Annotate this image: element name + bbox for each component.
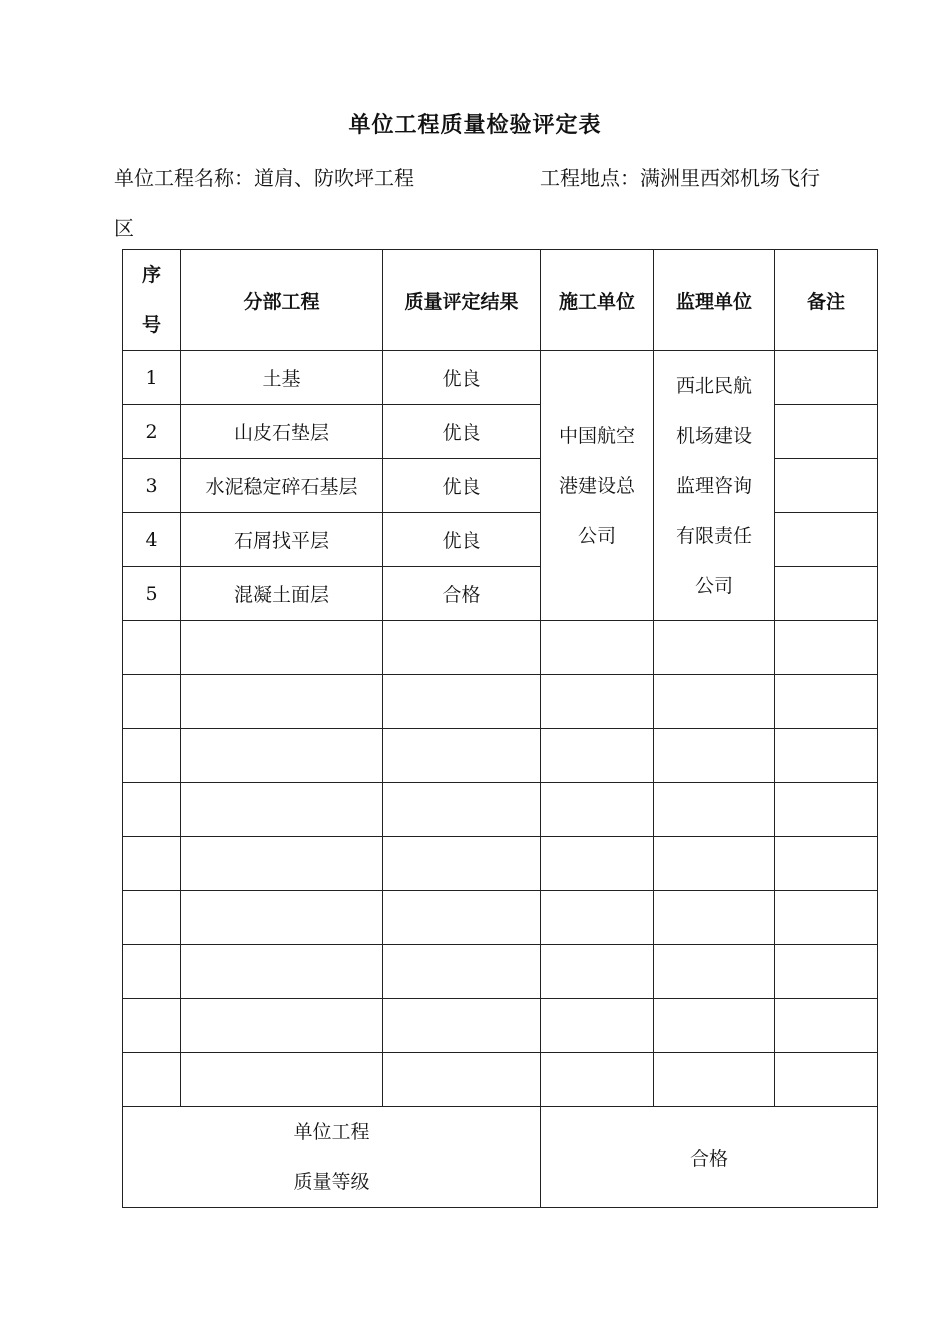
contractor-cell [541,351,654,621]
empty-cell [541,891,654,945]
empty-cell [181,621,383,675]
empty-cell [181,783,383,837]
empty-row [123,783,878,837]
empty-cell [181,837,383,891]
row-result: 优良 [383,405,541,459]
row-result: 优良 [383,459,541,513]
footer-label [123,1107,541,1208]
row-name: 土基 [181,351,383,405]
empty-cell [541,675,654,729]
supervisor-line: 有限责任 [675,524,752,547]
empty-cell [775,837,878,891]
empty-cell [123,999,181,1053]
empty-cell [123,891,181,945]
empty-cell [181,945,383,999]
empty-cell [654,945,775,999]
row-name: 石屑找平层 [181,513,383,567]
empty-row [123,729,878,783]
footer-row [123,1107,878,1208]
empty-cell [383,999,541,1053]
empty-cell [775,675,878,729]
project-location-wrap: 区 [114,216,134,240]
row-result: 优良 [383,513,541,567]
contractor-line: 港建设总 [558,474,635,497]
empty-cell [775,1053,878,1107]
empty-cell [541,729,654,783]
empty-cell [654,729,775,783]
footer-label-line2: 质量等级 [293,1171,370,1193]
header-seq-line1: 序 [141,264,161,286]
supervisor-line: 西北民航 [675,374,752,397]
row-remarks [775,405,878,459]
row-name: 山皮石垫层 [181,405,383,459]
header-supervisor: 监理单位 [654,250,775,351]
empty-cell [775,621,878,675]
empty-cell [654,891,775,945]
empty-row [123,675,878,729]
row-seq: 5 [123,567,181,621]
row-remarks [775,567,878,621]
empty-cell [775,945,878,999]
table-row [123,351,878,405]
header-sub-project: 分部工程 [181,250,383,351]
header-seq [123,250,181,351]
empty-cell [123,945,181,999]
empty-cell [654,621,775,675]
empty-cell [181,999,383,1053]
row-result: 优良 [383,351,541,405]
empty-cell [383,675,541,729]
supervisor-line: 公司 [694,574,733,597]
empty-cell [123,1053,181,1107]
empty-cell [181,891,383,945]
row-name: 水泥稳定碎石基层 [181,459,383,513]
quality-table [122,249,878,1208]
empty-cell [383,945,541,999]
contractor-line: 中国航空 [558,424,635,447]
row-remarks [775,351,878,405]
empty-cell [775,999,878,1053]
row-name: 混凝土面层 [181,567,383,621]
empty-cell [654,999,775,1053]
row-remarks [775,459,878,513]
empty-cell [541,621,654,675]
empty-cell [654,1053,775,1107]
row-seq: 1 [123,351,181,405]
empty-cell [123,621,181,675]
empty-cell [383,891,541,945]
row-remarks [775,513,878,567]
empty-cell [383,621,541,675]
empty-cell [775,891,878,945]
header-quality-result: 质量评定结果 [383,250,541,351]
empty-cell [775,783,878,837]
empty-row [123,945,878,999]
row-result: 合格 [383,567,541,621]
empty-cell [181,729,383,783]
empty-cell [541,837,654,891]
header-seq-line2: 号 [141,314,161,336]
empty-row [123,837,878,891]
empty-cell [383,1053,541,1107]
empty-cell [123,837,181,891]
supervisor-cell [654,351,775,621]
empty-row [123,999,878,1053]
empty-cell [123,783,181,837]
contractor-line: 公司 [577,524,616,547]
supervisor-line: 机场建设 [675,424,752,447]
row-seq: 4 [123,513,181,567]
header-remarks: 备注 [775,250,878,351]
row-seq: 3 [123,459,181,513]
empty-cell [181,675,383,729]
empty-cell [541,1053,654,1107]
empty-cell [541,999,654,1053]
empty-cell [654,837,775,891]
empty-row [123,621,878,675]
empty-row [123,1053,878,1107]
empty-row [123,891,878,945]
empty-cell [541,783,654,837]
header-contractor: 施工单位 [541,250,654,351]
empty-cell [123,675,181,729]
empty-cell [383,783,541,837]
empty-cell [654,675,775,729]
project-name: 单位工程名称：道肩、防吹坪工程 [114,166,414,190]
empty-cell [541,945,654,999]
header-row [123,250,878,351]
empty-cell [654,783,775,837]
supervisor-line: 监理咨询 [675,474,752,497]
project-location: 工程地点：满洲里西郊机场飞行 [540,166,820,190]
footer-grade: 合格 [541,1107,878,1208]
row-seq: 2 [123,405,181,459]
empty-cell [383,729,541,783]
page-title: 单位工程质量检验评定表 [348,113,602,138]
empty-cell [123,729,181,783]
empty-cell [775,729,878,783]
footer-label-line1: 单位工程 [293,1121,370,1143]
empty-cell [383,837,541,891]
empty-cell [181,1053,383,1107]
